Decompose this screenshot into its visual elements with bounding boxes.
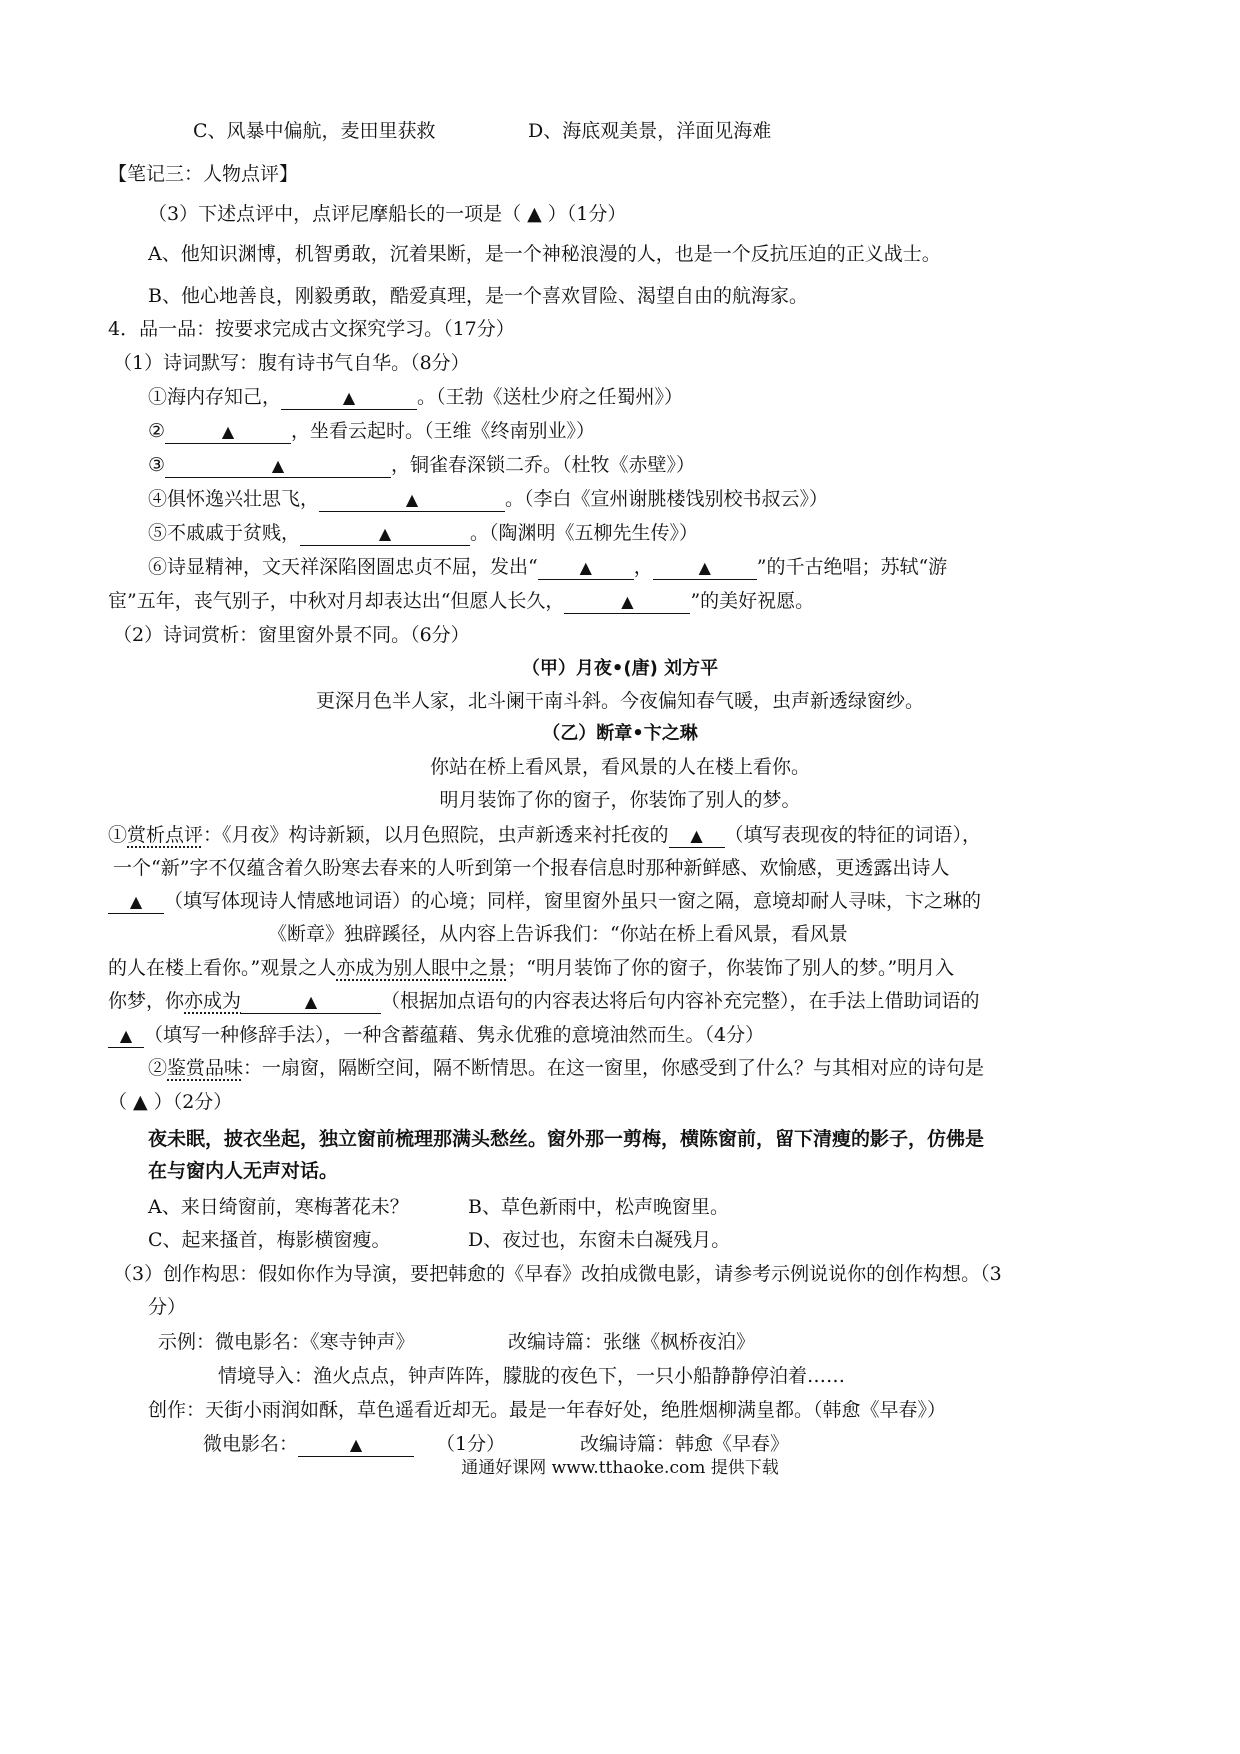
note3-option-a: A、他知识渊博，机智勇敢，沉着果断，是一个神秘浪漫的人，也是一个反抗压迫的正义战士。 [148,243,941,265]
answer-blank[interactable]: ▲ [165,454,391,478]
bold-passage-line-1: 夜未眠，披衣坐起，独立窗前梳理那满头愁丝。窗外那一剪梅，横陈窗前，留下清瘦的影子，仿佛是 [148,1128,985,1150]
q4-sub2: （2）诗词赏析：窗里窗外景不同。（6分） [113,624,470,646]
note3-heading: 【笔记三：人物点评】 [108,163,299,185]
appreciation-option-c: C、起来搔首，梅影横窗瘦。 [148,1229,391,1251]
recite-item-4: ④俱怀逸兴壮思飞， ▲ 。（李白《宣州谢朓楼饯别校书叔云》） [148,488,829,510]
example-scene: 情境导入：渔火点点，钟声阵阵，朦胧的夜色下，一只小船静静停泊着…… [218,1365,846,1387]
note3-question: （3）下述点评中，点评尼摩船长的一项是（ ▲ ）（1分） [148,203,627,225]
option-c: C、风暴中偏航，麦田里获救 [193,120,436,142]
creation-line: 创作：天街小雨润如酥，草色遥看近却无。最是一年春好处，绝胜烟柳满皇都。（韩愈《早春》） [148,1399,947,1421]
recite-item-3: ③ ▲ ，铜雀春深锁二乔。（杜牧《赤壁》） [148,454,696,476]
recite-item-6: ⑥诗显精神，文天祥深陷囹圄忠贞不屈，发出“ ▲ ， ▲ ”的千古绝唱；苏轼“游 [148,556,948,578]
analysis-line-1: ①赏析点评：《月夜》构诗新颖，以月色照院，虫声新透来衬托夜的 ▲ （填写表现夜的特征的词语）， [108,824,982,846]
recite-item-1: ①海内存知己， ▲ 。（王勃《送杜少府之任蜀州》） [148,386,684,408]
recite-item-6-cont: 宦”五年，丧气别子，中秋对月却表达出“但愿人长久， ▲ ”的美好祝愿。 [108,590,815,612]
poem-b-title: （乙）断章•卞之琳 [542,723,698,744]
q4-title: 4．品一品：按要求完成古文探究学习。（17分） [108,318,515,340]
appreciation-line-1: ②鉴赏品味：一扇窗，隔断空间，隔不断情思。在这一窗里，你感受到了什么？与其相对应的诗句是 [148,1057,985,1079]
answer-blank[interactable]: ▲ [165,420,291,444]
page-footer: 通通好课网 www.tthaoke.com 提供下载 [461,1458,779,1478]
answer-blank[interactable]: ▲ [300,522,470,546]
q4-sub3-line-2: 分） [148,1296,187,1318]
answer-blank[interactable]: ▲ [669,824,725,848]
poem-b-line1: 你站在桥上看风景，看风景的人在楼上看你。 [429,756,810,778]
answer-blank[interactable]: ▲ [241,990,381,1014]
analysis-line-3: ▲ （填写体现诗人情感地词语）的心境；同样，窗里窗外虽只一窗之隔，意境却耐人寻味，卞之琳的 [108,888,981,914]
note3-option-b: B、他心地善良，刚毅勇敢，酷爱真理，是一个喜欢冒险、渴望自由的航海家。 [148,285,808,307]
bold-passage-line-2: 在与窗内人无声对话。 [148,1160,339,1182]
answer-blank[interactable]: ▲ [108,1024,144,1048]
appreciation-option-b: B、草色新雨中，松声晚窗里。 [468,1196,729,1218]
recite-item-2: ② ▲ ，坐看云起时。（王维《终南别业》） [148,420,596,442]
analysis-line-2: 一个“新”字不仅蕴含着久盼寒去春来的人听到第一个报春信息时那种新鲜感、欢愉感，更透露出诗人 [113,857,950,879]
q4-sub3-line-1: （3）创作构思：假如你作为导演，要把韩愈的《早春》改拍成微电影，请参考示例说说你的创作构想。（3 [113,1263,1002,1285]
answer-blank[interactable]: ▲ [319,488,505,512]
analysis-line-4: 《断章》独辟蹊径，从内容上告诉我们：“你站在桥上看风景，看风景 [268,923,848,945]
film-score: （1分） [436,1433,506,1455]
q4-sub1: （1）诗词默写：腹有诗书气自华。（8分） [113,352,470,374]
answer-blank[interactable]: ▲ [653,556,757,580]
recite-item-5: ⑤不戚戚于贫贱， ▲ 。（陶渊明《五柳先生传》） [148,522,699,544]
option-d: D、海底观美景，洋面见海难 [528,120,772,142]
appreciation-answer: （ ▲ ）（2分） [108,1091,233,1113]
analysis-line-7: ▲ （填写一种修辞手法），一种含蓄蕴藉、隽永优雅的意境油然而生。（4分） [108,1022,764,1048]
film-poem: 改编诗篇：韩愈《早春》 [580,1433,790,1455]
answer-blank[interactable]: ▲ [538,556,634,580]
analysis-line-5: 的人在楼上看你。”观景之人亦成为别人眼中之景；“明月装饰了你的窗子，你装饰了别人的梦。”明月入 [108,957,955,979]
film-name-row: 微电影名： ▲ [203,1431,414,1457]
appreciation-option-d: D、夜过也，东窗未白凝残月。 [468,1229,731,1251]
analysis-line-6: 你梦，你亦成为 ▲ （根据加点语句的内容表达将后句内容补充完整），在手法上借助词语的 [108,990,980,1012]
example-film-name: 示例：微电影名：《寒寺钟声》 [158,1331,415,1353]
answer-blank[interactable]: ▲ [281,386,417,410]
answer-blank[interactable]: ▲ [564,590,690,614]
poem-a-title: （甲）月夜•(唐) 刘方平 [521,658,719,679]
answer-blank[interactable]: ▲ [298,1433,414,1457]
poem-b-line2: 明月装饰了你的窗子，你装饰了别人的梦。 [439,789,801,811]
poem-a-text: 更深月色半人家，北斗阑干南斗斜。今夜偏知春气暖，虫声新透绿窗纱。 [315,690,924,712]
answer-blank[interactable]: ▲ [108,890,164,914]
example-poem: 改编诗篇：张继《枫桥夜泊》 [508,1331,756,1353]
appreciation-option-a: A、来日绮窗前，寒梅著花未？ [148,1196,409,1218]
